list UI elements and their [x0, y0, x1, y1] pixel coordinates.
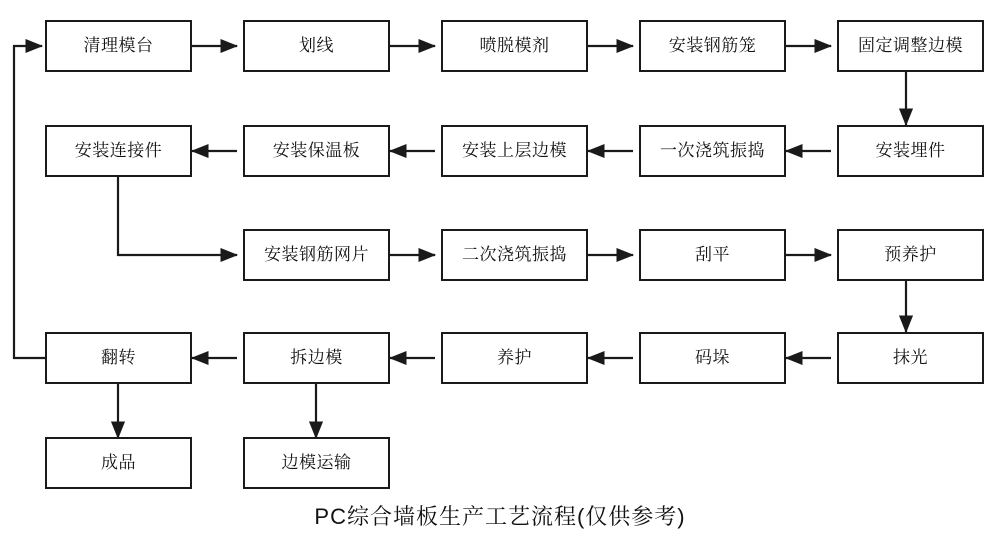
node-label: 拆边模	[290, 347, 343, 367]
node-install-rebar-mesh[interactable]	[243, 229, 390, 281]
node-label: 固定调整边模	[858, 35, 963, 55]
node-install-upper-side-mold[interactable]	[441, 125, 588, 177]
node-label: 预养护	[884, 244, 937, 264]
node-label: 安装连接件	[74, 140, 163, 160]
node-clean-mold-table[interactable]	[45, 20, 192, 72]
node-label: 清理模台	[83, 35, 154, 55]
node-label: 安装上层边模	[462, 140, 567, 160]
node-label: 成品	[101, 452, 136, 472]
node-install-connectors[interactable]	[45, 125, 192, 177]
diagram-title: PC综合墙板生产工艺流程(仅供参考)	[314, 504, 686, 529]
node-label: 划线	[299, 35, 334, 55]
node-label: 安装钢筋网片	[264, 244, 369, 264]
node-curing[interactable]	[441, 332, 588, 384]
node-side-mold-transport[interactable]	[243, 437, 390, 489]
node-remove-side-mold[interactable]	[243, 332, 390, 384]
node-install-rebar-cage[interactable]	[639, 20, 786, 72]
node-label: 抹光	[893, 347, 928, 367]
node-pre-curing[interactable]	[837, 229, 984, 281]
node-label: 安装保温板	[272, 140, 361, 160]
node-first-pour-vibrate[interactable]	[639, 125, 786, 177]
node-install-embedded-parts[interactable]	[837, 125, 984, 177]
node-troweling[interactable]	[837, 332, 984, 384]
node-turnover[interactable]	[45, 332, 192, 384]
node-install-insulation-board[interactable]	[243, 125, 390, 177]
node-label: 安装钢筋笼	[668, 35, 757, 55]
node-label: 刮平	[695, 244, 730, 264]
node-spray-release-agent[interactable]	[441, 20, 588, 72]
node-scraping-level[interactable]	[639, 229, 786, 281]
node-marking[interactable]	[243, 20, 390, 72]
node-stacking[interactable]	[639, 332, 786, 384]
node-finished-product[interactable]	[45, 437, 192, 489]
node-label: 边模运输	[281, 452, 352, 472]
node-fix-adjust-side-mold[interactable]	[837, 20, 984, 72]
node-label: 二次浇筑振捣	[462, 244, 567, 264]
node-label: 喷脱模剂	[479, 35, 550, 55]
node-label: 码垛	[695, 347, 730, 367]
node-label: 养护	[497, 347, 532, 367]
node-label: 翻转	[101, 347, 136, 367]
node-label: 安装埋件	[875, 140, 946, 160]
node-second-pour-vibrate[interactable]	[441, 229, 588, 281]
node-label: 一次浇筑振捣	[660, 140, 765, 160]
